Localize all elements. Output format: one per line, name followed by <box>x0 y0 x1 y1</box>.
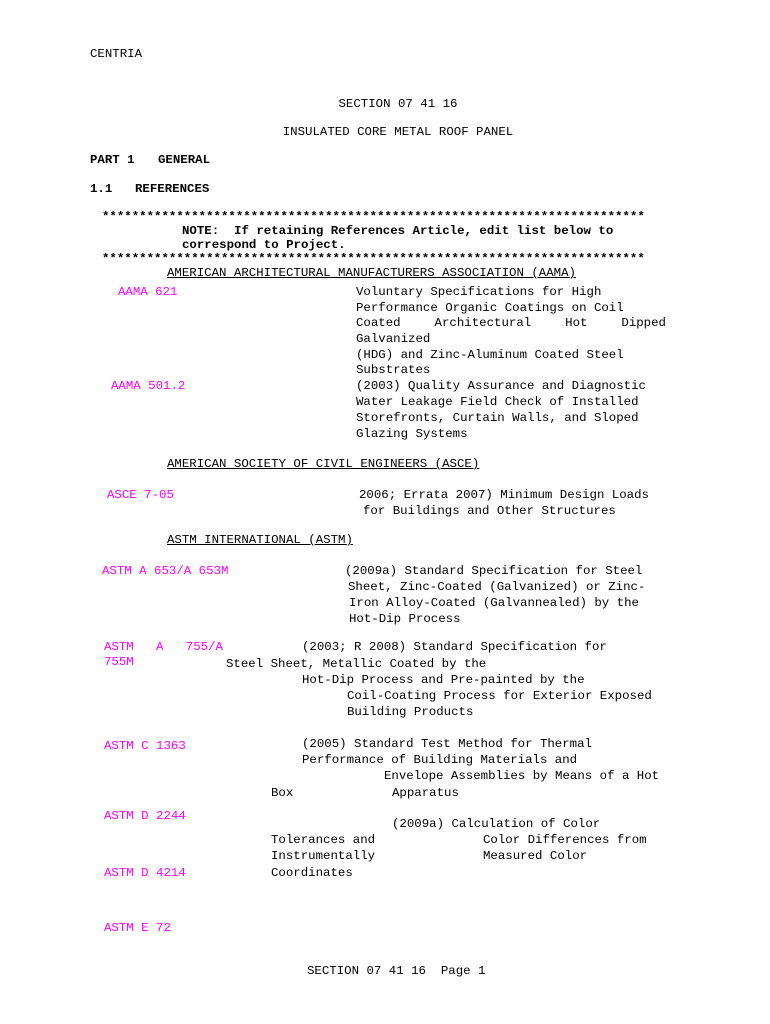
ref-desc-line: (HDG) and Zinc-Aluminum Coated Steel <box>356 348 624 362</box>
ref-desc-line: Coated Architectural Hot Dipped <box>356 316 666 330</box>
ref-desc-line: (2003) Quality Assurance and Diagnostic <box>356 379 646 393</box>
ref-code-astm-e72: ASTM E 72 <box>104 921 171 935</box>
note-line-2: correspond to Project. <box>182 238 346 252</box>
note-rule-bottom: ************************************************************************* <box>102 252 645 266</box>
ref-desc-line: 2006; Errata 2007) Minimum Design Loads <box>359 488 649 502</box>
part-title: GENERAL <box>158 153 211 167</box>
note-rule-top: ************************************************************************* <box>102 210 645 224</box>
ref-desc-line: Hot-Dip Process <box>349 612 461 626</box>
ref-desc-line: Sheet, Zinc-Coated (Galvanized) or Zinc- <box>348 580 646 594</box>
ref-desc-line: Glazing Systems <box>356 427 468 441</box>
ref-code-asce-7-05: ASCE 7-05 <box>107 488 174 502</box>
ref-code-aama-501-2: AAMA 501.2 <box>111 379 186 393</box>
ref-desc-line: Substrates <box>356 363 431 377</box>
ref-desc-line: Tolerances and <box>271 833 376 847</box>
note-line-1: NOTE: If retaining References Article, edit list below to <box>182 224 614 238</box>
ref-desc-line: Iron Alloy-Coated (Galvannealed) by the <box>349 596 639 610</box>
ref-code-astm-d4214: ASTM D 4214 <box>104 866 186 880</box>
ref-code-astm-a755: ASTM A 755/A <box>104 640 223 654</box>
ref-desc-line: (2005) Standard Test Method for Thermal <box>302 737 592 751</box>
ref-desc-line: (2003; R 2008) Standard Specification for <box>302 640 607 654</box>
article-number: 1.1 <box>90 182 113 196</box>
ref-desc-line: Box <box>271 786 294 800</box>
asce-heading: AMERICAN SOCIETY OF CIVIL ENGINEERS (ASCE) <box>167 457 480 471</box>
ref-code-astm-a755-cont: 755M <box>104 655 134 669</box>
ref-desc-line: Color Differences from <box>483 833 647 847</box>
aama-heading: AMERICAN ARCHITECTURAL MANUFACTURERS ASSOCIATION (AAMA) <box>167 266 576 280</box>
ref-code-aama-621: AAMA 621 <box>118 285 178 299</box>
ref-desc-line: Galvanized <box>356 332 431 346</box>
page-footer: SECTION 07 41 16 Page 1 <box>307 964 486 978</box>
ref-desc-line: Apparatus <box>392 786 459 800</box>
ref-desc-line: Building Products <box>347 705 474 719</box>
ref-desc-line: Voluntary Specifications for High <box>356 285 602 299</box>
ref-desc-line: Coil-Coating Process for Exterior Exposed <box>347 689 652 703</box>
ref-code-astm-d2244: ASTM D 2244 <box>104 809 186 823</box>
ref-desc-line: Steel Sheet, Metallic Coated by the <box>226 657 487 671</box>
ref-desc-line: (2009a) Calculation of Color <box>392 817 601 831</box>
ref-desc-line: Performance of Building Materials and <box>302 753 578 767</box>
ref-desc-line: Coordinates <box>271 866 353 880</box>
section-title: INSULATED CORE METAL ROOF PANEL <box>282 125 514 139</box>
ref-desc-line: Measured Color <box>483 849 588 863</box>
ref-desc-line: Performance Organic Coatings on Coil <box>356 301 624 315</box>
ref-code-astm-a653: ASTM A 653/A 653M <box>102 564 229 578</box>
ref-desc-line: Envelope Assemblies by Means of a Hot <box>384 769 660 783</box>
ref-desc-line: Instrumentally <box>271 849 376 863</box>
ref-code-astm-c1363: ASTM C 1363 <box>104 739 186 753</box>
part-number: PART 1 <box>90 153 135 167</box>
ref-desc-line: Hot-Dip Process and Pre-painted by the <box>302 673 585 687</box>
ref-desc-line: Storefronts, Curtain Walls, and Sloped <box>356 411 639 425</box>
ref-desc-line: for Buildings and Other Structures <box>363 504 616 518</box>
ref-desc-line: (2009a) Standard Specification for Steel <box>345 564 643 578</box>
ref-desc-line: Water Leakage Field Check of Installed <box>356 395 639 409</box>
header-company: CENTRIA <box>90 47 143 61</box>
article-title: REFERENCES <box>135 182 210 196</box>
section-number: SECTION 07 41 16 <box>338 97 458 111</box>
astm-heading: ASTM INTERNATIONAL (ASTM) <box>167 533 353 547</box>
